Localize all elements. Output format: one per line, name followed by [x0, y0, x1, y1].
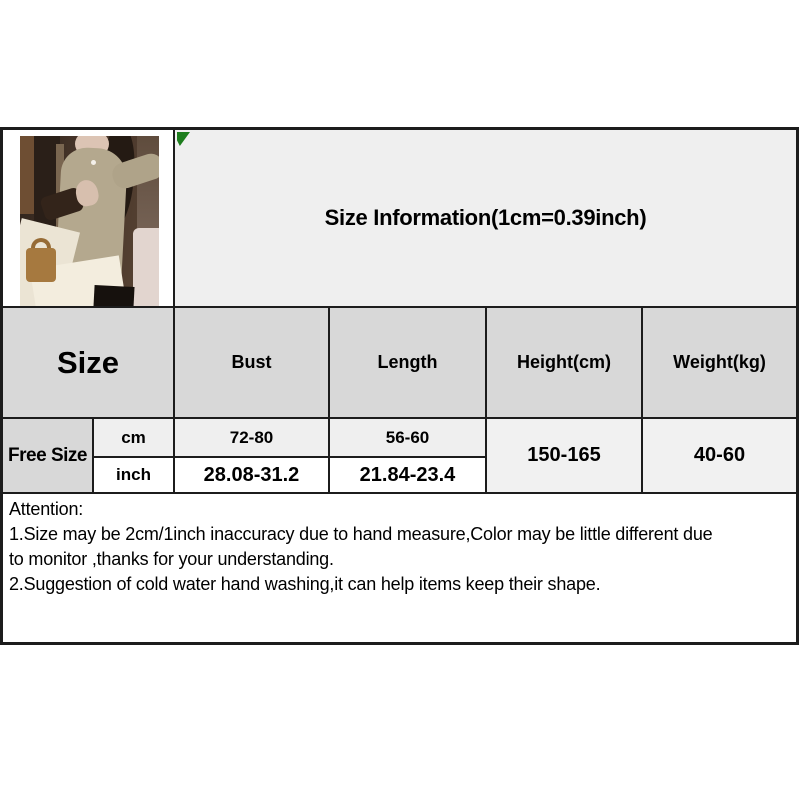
photo-cushion-shape — [133, 228, 159, 306]
photo-necklace-dot — [91, 160, 96, 165]
sheet-title: Size Information(1cm=0.39inch) — [324, 205, 647, 230]
row-header-free-size — [3, 419, 94, 494]
bust-cm-value: 72-80 — [229, 427, 274, 447]
photo-door-shape — [20, 136, 34, 214]
cm-unit-label: cm — [121, 427, 146, 447]
bust-header-label: Bust — [231, 352, 272, 372]
weight-value-cell — [643, 419, 796, 494]
length-cm-value: 56-60 — [385, 427, 430, 447]
height-value: 150-165 — [527, 444, 601, 466]
length-header-label: Length — [377, 352, 438, 372]
length-cm-cell — [330, 419, 487, 458]
weight-value: 40-60 — [693, 444, 746, 466]
unit-cell-inch — [94, 458, 175, 494]
length-inch-value: 21.84-23.4 — [359, 463, 456, 486]
attention-line-1: 1.Size may be 2cm/1inch inaccuracy due to hand measure,Color may be little different due — [9, 524, 713, 544]
column-header-length — [330, 308, 487, 419]
inch-unit-label: inch — [116, 465, 151, 484]
attention-line-3: 2.Suggestion of cold water hand washing,it can help items keep their shape. — [9, 574, 601, 594]
bust-inch-cell — [175, 458, 330, 494]
free-size-label: Free Size — [8, 444, 87, 466]
column-header-size — [3, 308, 175, 419]
height-header-label: Height(cm) — [517, 352, 611, 372]
size-information-sheet — [0, 127, 799, 645]
weight-header-label: Weight(kg) — [673, 352, 766, 372]
photo-pants-shape — [93, 285, 134, 306]
bust-inch-value: 28.08-31.2 — [203, 463, 300, 486]
column-header-height — [487, 308, 643, 419]
size-header-label: Size — [56, 344, 120, 380]
photo-handbag-shape — [26, 248, 56, 282]
unit-cell-cm — [94, 419, 175, 458]
height-value-cell — [487, 419, 643, 494]
attention-note — [3, 494, 796, 642]
title-cell — [175, 130, 796, 308]
green-corner-marker-icon — [177, 132, 190, 146]
product-photo — [20, 136, 159, 306]
column-header-bust — [175, 308, 330, 419]
length-inch-cell — [330, 458, 487, 494]
bust-cm-cell — [175, 419, 330, 458]
attention-heading: Attention: — [9, 499, 84, 519]
column-header-weight — [643, 308, 796, 419]
product-photo-cell — [3, 130, 175, 308]
attention-line-2: to monitor ,thanks for your understanding. — [9, 549, 334, 569]
